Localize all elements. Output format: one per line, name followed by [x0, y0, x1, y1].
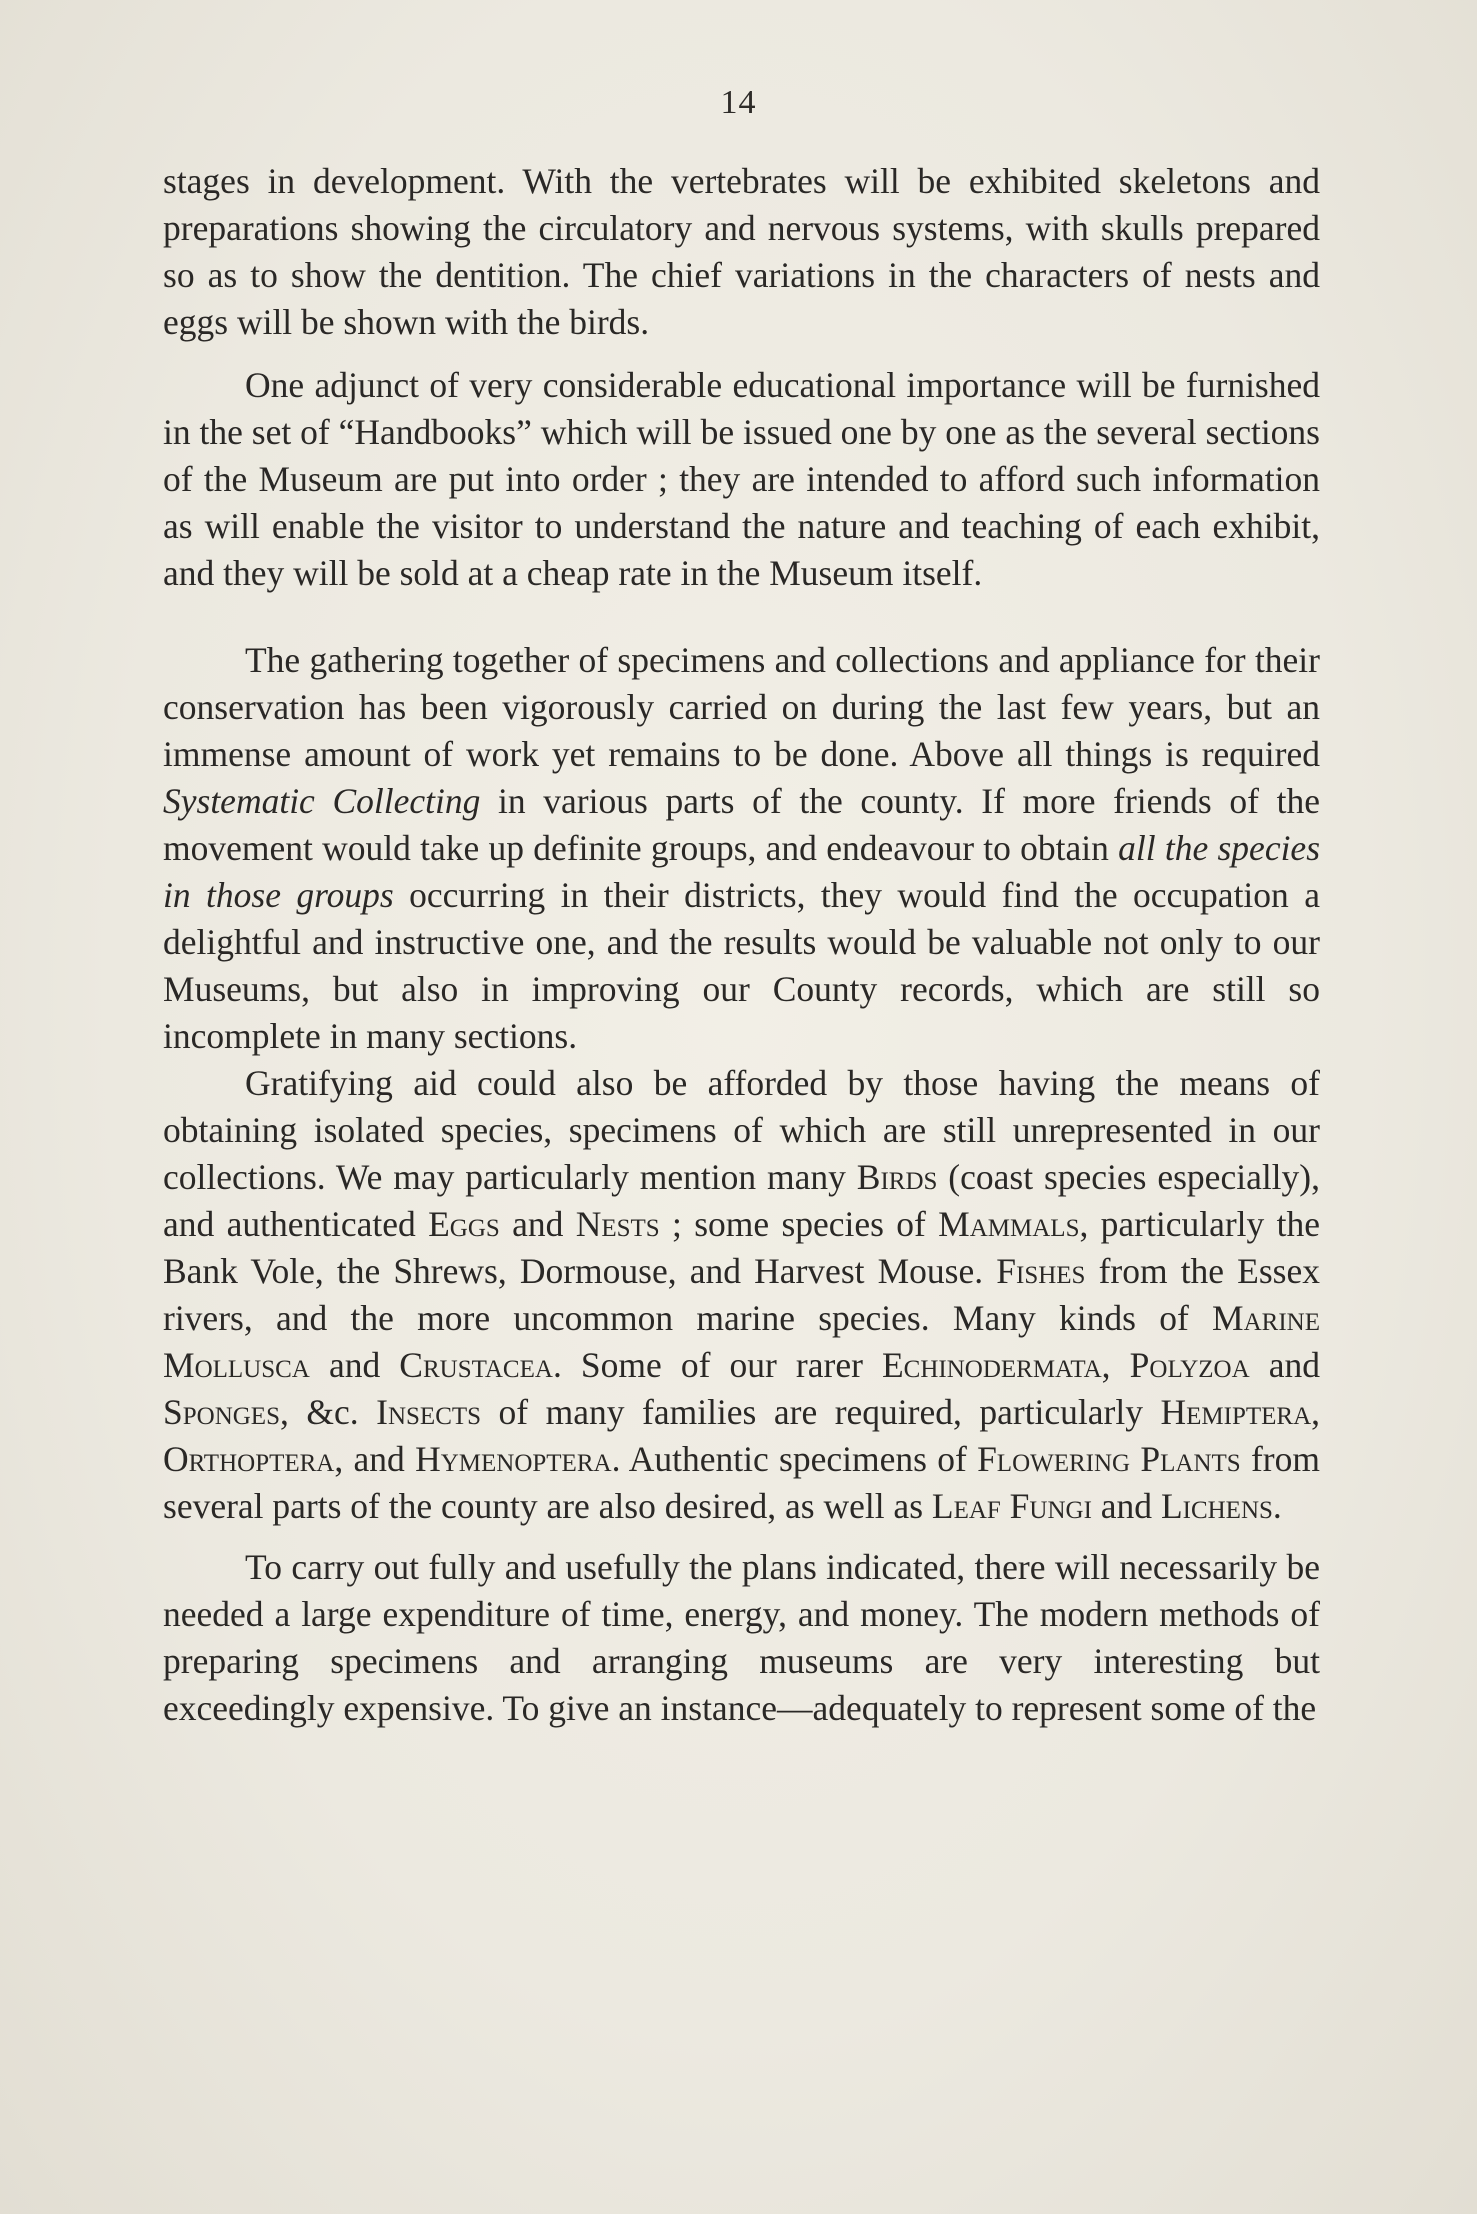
term-insects: Insects	[376, 1392, 482, 1432]
term-flowering-plants: Flowering Plants	[977, 1439, 1241, 1479]
paragraph-4-text: (coast species especially), and authenticated	[163, 1157, 1320, 1244]
paragraph-2: One adjunct of very considerable educational importance will be furnished in the set of “Handbooks” which will be issued one by one as the several sections of the Museum are put into order ; they are intended to afford such information as will enable the visitor to understand the nature and teaching of each exhibit, and they will be sold at a cheap rate in the Museum itself.	[163, 365, 1320, 593]
term-mammals: Mammals	[938, 1204, 1080, 1244]
paragraph-1: stages in development. With the vertebrates will be exhibited skeletons and preparations showing the circulatory and nervous systems, with skulls prepared so as to show the dentition. The chief variations in the characters of nests and eggs will be shown with the birds.	[163, 161, 1320, 342]
paragraph-4-text: and	[1091, 1486, 1161, 1526]
term-crustacea: Crustacea	[399, 1345, 553, 1385]
paragraph-4-text: ,	[1311, 1392, 1320, 1432]
paragraph-3-text: in various parts of the county. If more friends of the movement would take up definite groups, and endeavour to obtain	[163, 781, 1320, 868]
paragraph-4-text: , and	[334, 1439, 416, 1479]
paragraph-3-text: The gathering together of specimens and collections and appliance for their conservation has been vigorously carried on during the last few years, but an immense amount of work yet remains to be done. Above all things is required	[163, 640, 1320, 774]
paragraph-3	[163, 637, 1320, 1060]
term-hymenoptera: Hymenoptera	[415, 1439, 612, 1479]
term-orthoptera: Orthoptera	[163, 1439, 335, 1479]
paragraph-4-text: , &c.	[280, 1392, 377, 1432]
paragraph-4-text: .	[1272, 1486, 1282, 1526]
italic-all-species: all the species in those groups	[163, 828, 1321, 915]
term-marine-mollusca: Marine Mollusca	[163, 1298, 1320, 1385]
paragraph-4-text: . Some of our rarer	[552, 1345, 882, 1385]
term-echinodermata: Echinodermata	[881, 1345, 1102, 1385]
term-eggs: Eggs	[428, 1204, 500, 1244]
paragraph-3-text: occurring in their districts, they would find the occupation a delightful and instructive one, and the results would be valuable not only to our Museums, but also in improving our County records, which are still so incomplete in many sections.	[163, 875, 1320, 1056]
term-fishes: Fishes	[996, 1251, 1086, 1291]
term-sponges: Sponges	[163, 1392, 280, 1432]
paragraph-4-text: from several parts of the county are also desired, as well as	[163, 1439, 1320, 1526]
italic-systematic-collecting: Systematic Collecting	[163, 781, 481, 821]
body-text	[163, 158, 1320, 1732]
term-nests: Nests	[575, 1204, 660, 1244]
paragraph-4-text: . Authentic specimens of	[611, 1439, 978, 1479]
paragraph-4-text: , particularly the Bank Vole, the Shrews, Dormouse, and Harvest Mouse.	[163, 1204, 1320, 1291]
term-polyzoa: Polyzoa	[1129, 1345, 1250, 1385]
paragraph-4-text: from the Essex rivers, and the more uncommon marine species. Many kinds of	[163, 1251, 1321, 1338]
paragraph-4	[163, 1060, 1320, 1530]
term-lichens: Lichens	[1160, 1486, 1273, 1526]
term-hemiptera: Hemiptera	[1160, 1392, 1312, 1432]
paragraph-4-text: and	[309, 1345, 400, 1385]
paragraph-4-text: Gratifying aid could also be afforded by those having the means of obtaining isolated species, specimens of which are still unrepresented in our collections. We may particularly mention many	[163, 1063, 1320, 1197]
term-leaf-fungi: Leaf Fungi	[931, 1486, 1092, 1526]
paragraph-4-text: ; some species of	[659, 1204, 939, 1244]
paragraph-4-text: of many families are required, particularly	[481, 1392, 1161, 1432]
paragraph-4-text: ,	[1101, 1345, 1130, 1385]
paragraph-4-text: and	[1249, 1345, 1320, 1385]
page-number: 14	[720, 84, 757, 121]
paragraph-5: To carry out fully and usefully the plans indicated, there will necessarily be needed a large expenditure of time, energy, and money. The modern methods of preparing specimens and arranging museums are very interesting but exceedingly expensive. To give an instance—adequately to represent some of the	[163, 1547, 1320, 1728]
term-birds: Birds	[856, 1157, 938, 1197]
paragraph-4-text: and	[499, 1204, 576, 1244]
